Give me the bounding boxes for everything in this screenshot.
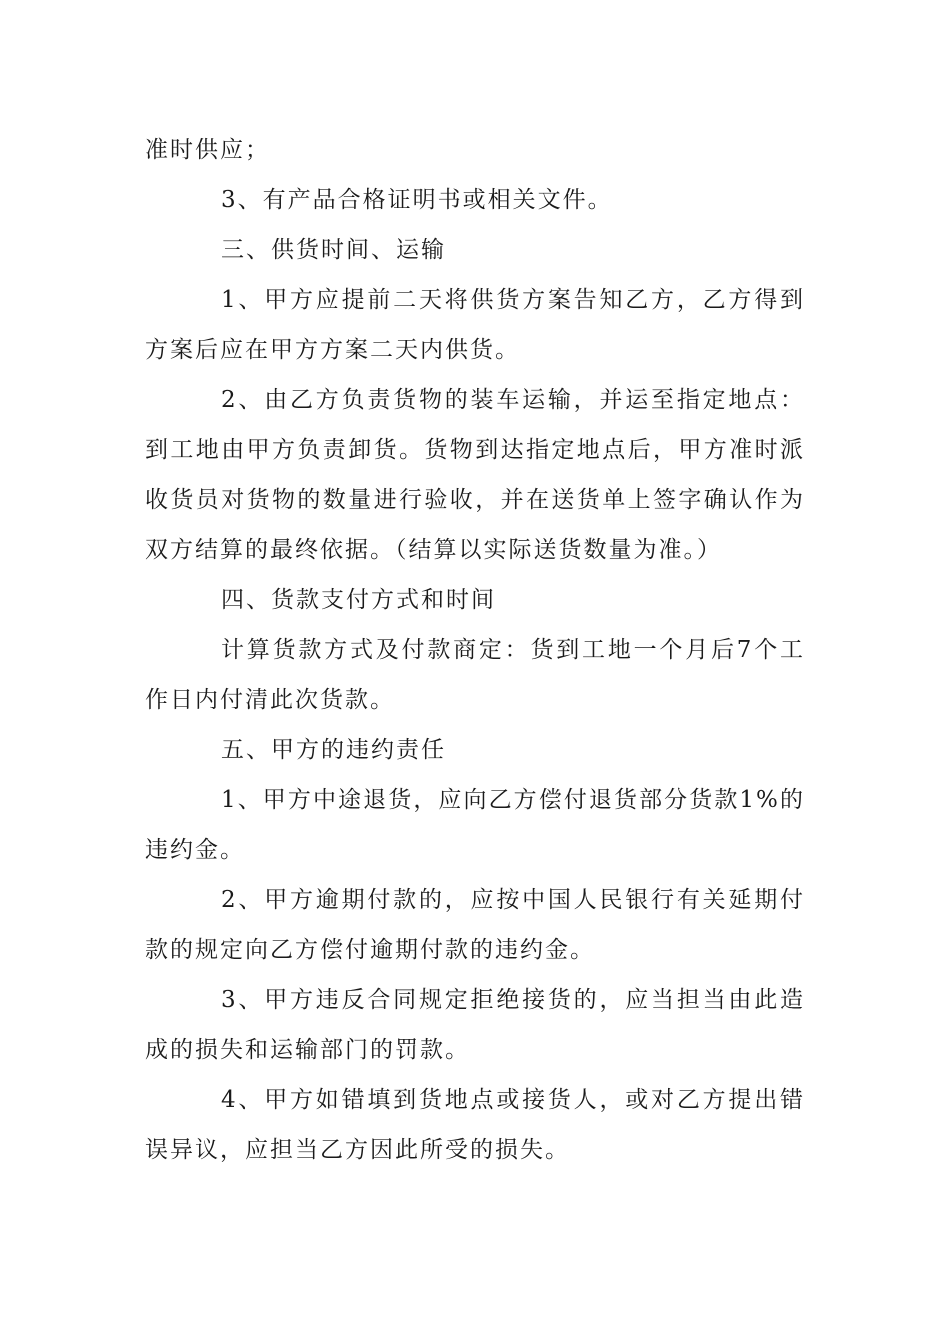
paragraph-supply-ontime: 准时供应； [145, 137, 270, 163]
section-heading-3: 三、供货时间、运输 [221, 237, 446, 263]
paragraph-breach-2: 2、甲方逾期付款的，应按中国人民银行有关延期付款的规定向乙方偿付逾期付款的违约金。 [145, 887, 805, 963]
paragraph-item-1-plan: 1、甲方应提前二天将供货方案告知乙方，乙方得到方案后应在甲方方案二天内供货。 [145, 287, 805, 363]
document-body [145, 125, 805, 1175]
section-heading-5: 五、甲方的违约责任 [221, 737, 446, 763]
paragraph-item-3-certificate: 3、有产品合格证明书或相关文件。 [221, 187, 613, 213]
paragraph-breach-3: 3、甲方违反合同规定拒绝接货的，应当担当由此造成的损失和运输部门的罚款。 [145, 987, 805, 1063]
paragraph-item-2-transport: 2、由乙方负责货物的装车运输，并运至指定地点：到工地由甲方负责卸货。货物到达指定地点后，甲方准时派收货员对货物的数量进行验收，并在送货单上签字确认作为双方结算的最终依据。（结算以实际送货数量为准。） [145, 387, 805, 563]
section-heading-4: 四、货款支付方式和时间 [221, 587, 496, 613]
paragraph-payment-terms: 计算货款方式及付款商定：货到工地一个月后7个工作日内付清此次货款。 [145, 637, 805, 713]
paragraph-breach-4: 4、甲方如错填到货地点或接货人，或对乙方提出错误异议，应担当乙方因此所受的损失。 [145, 1087, 805, 1163]
paragraph-breach-1: 1、甲方中途退货，应向乙方偿付退货部分货款1%的违约金。 [145, 787, 805, 863]
